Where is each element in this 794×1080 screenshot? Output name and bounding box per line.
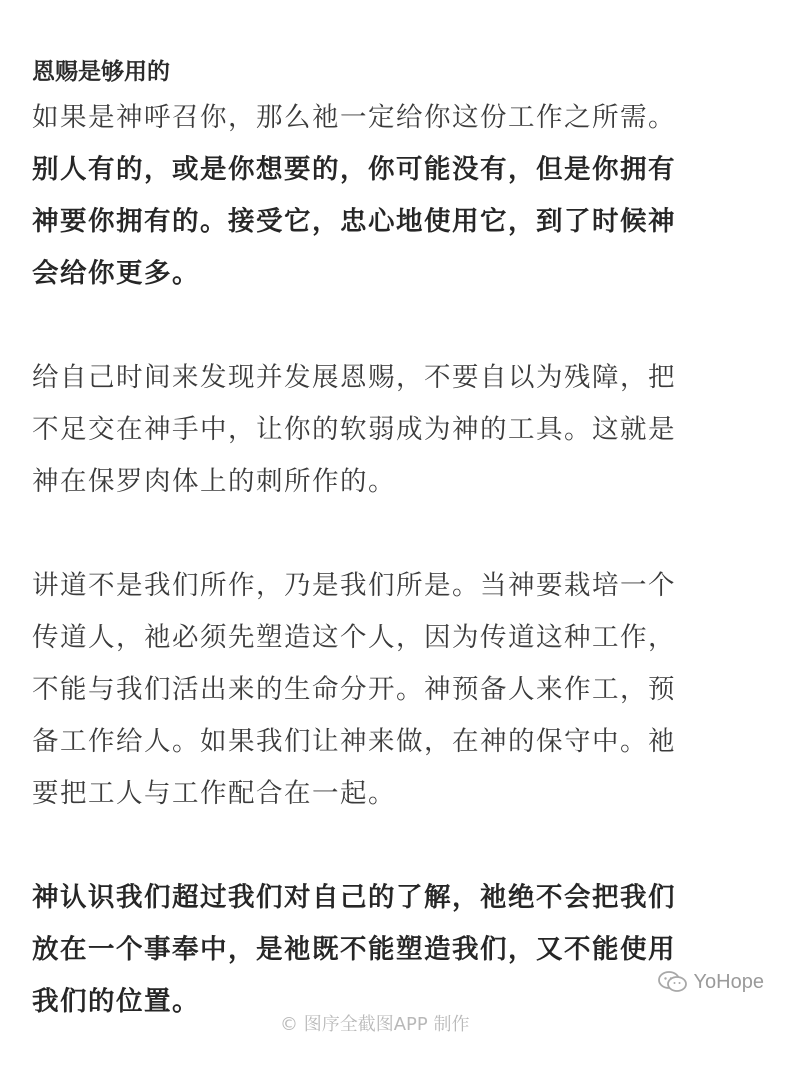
paragraph-line: 会给你更多。 bbox=[32, 258, 200, 289]
paragraph-line: 放在一个事奉中，是祂既不能塑造我们，又不能使用 bbox=[32, 934, 676, 965]
paragraph-line: 备工作给人。如果我们让神来做，在神的保守中。祂 bbox=[32, 726, 676, 757]
paragraph-line: 如果是神呼召你，那么祂一定给你这份工作之所需。 bbox=[32, 102, 676, 133]
wechat-icon bbox=[658, 970, 688, 994]
paragraph-1 bbox=[32, 92, 772, 300]
paragraph-line: 我们的位置。 bbox=[32, 986, 200, 1017]
paragraph-line: 给自己时间来发现并发展恩赐，不要自以为残障，把 bbox=[32, 362, 676, 393]
footer-credit: © 图序全截图APP 制作 bbox=[280, 1014, 470, 1035]
article bbox=[32, 52, 772, 1080]
paragraph-line: 神要你拥有的。接受它，忠心地使用它，到了时候神 bbox=[32, 206, 676, 237]
article-title: 恩赐是够用的 bbox=[32, 59, 170, 85]
watermark bbox=[658, 970, 764, 994]
paragraph-line: 不足交在神手中，让你的软弱成为神的工具。这就是 bbox=[32, 414, 676, 445]
paragraph-line: 不能与我们活出来的生命分开。神预备人来作工，预 bbox=[32, 674, 676, 705]
paragraph-line: 神认识我们超过我们对自己的了解，祂绝不会把我们 bbox=[32, 882, 676, 913]
paragraph-line: 神在保罗肉体上的刺所作的。 bbox=[32, 466, 396, 497]
watermark-text: YoHope bbox=[693, 970, 764, 993]
paragraph-line: 传道人，祂必须先塑造这个人，因为传道这种工作， bbox=[32, 622, 676, 653]
paragraph-line: 别人有的，或是你想要的，你可能没有，但是你拥有 bbox=[32, 154, 676, 185]
paragraph-2 bbox=[32, 352, 772, 508]
paragraph-line: 要把工人与工作配合在一起。 bbox=[32, 778, 396, 809]
paragraph-4 bbox=[32, 872, 772, 1028]
paragraph-line: 讲道不是我们所作，乃是我们所是。当神要栽培一个 bbox=[32, 570, 676, 601]
paragraph-3 bbox=[32, 560, 772, 820]
